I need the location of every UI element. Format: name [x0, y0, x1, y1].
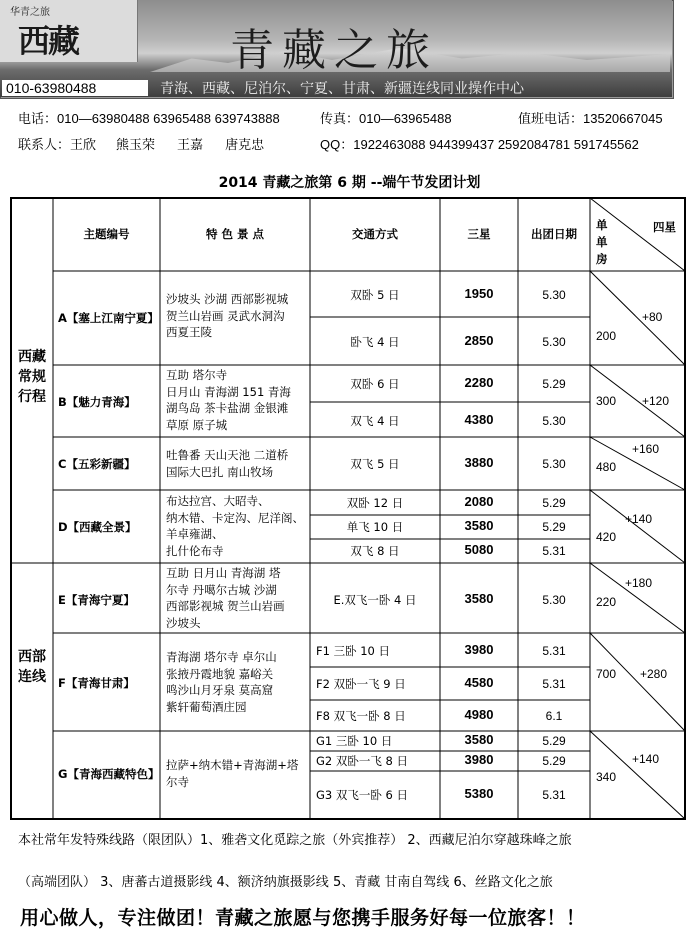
four-star-supplement: +140 [625, 512, 653, 526]
three-star-price: 1950 [464, 286, 494, 301]
transport: 双飞 5 日 [350, 457, 400, 471]
single-room-supplement: 480 [596, 460, 617, 474]
duty-number: 13520667045 [583, 111, 663, 126]
transport: F8 双飞一卧 8 日 [316, 709, 406, 723]
spot-line: 鸣沙山月牙泉 莫高窟 [166, 683, 274, 697]
three-star-price: 5080 [464, 542, 494, 557]
contacts-line [18, 137, 264, 153]
region-western-link: 西部连线 [18, 649, 46, 685]
spot-line: 扎什伦布寺 [166, 543, 224, 558]
note-line: （高端团队） 3、唐蕃古道摄影线 4、额济纳旗摄影线 5、青藏 甘南自驾线 6、丝路文化之旅 [18, 875, 553, 890]
single-room-supplement: 200 [596, 329, 617, 343]
route-spots [166, 447, 308, 480]
transport: G3 双飞一卧 6 日 [316, 788, 409, 802]
three-star-price: 3580 [464, 518, 494, 533]
spot-line: 草原 原子城 [166, 417, 228, 432]
phone-line [18, 111, 280, 127]
departure-date: 5.31 [542, 544, 566, 558]
route-code: F【青海甘肃】 [58, 676, 135, 690]
three-star-price: 2850 [464, 333, 494, 348]
contact-person: 熊玉荣 [116, 137, 156, 152]
qq-line [320, 137, 639, 153]
transport: 卧飞 4 日 [350, 335, 400, 349]
transport: 双飞 4 日 [350, 414, 400, 428]
transport: 双卧 12 日 [346, 496, 404, 510]
special-routes-note [18, 830, 686, 894]
departure-date: 5.29 [542, 377, 566, 391]
three-star-price: 2280 [464, 375, 494, 390]
three-star-price: 4980 [464, 707, 494, 722]
route-code: A【塞上江南宁夏】 [58, 311, 159, 325]
departure-date: 5.31 [542, 788, 566, 802]
plan-title: 2014 青藏之旅第 6 期 --端午节发团计划 [218, 175, 481, 191]
transport: F2 双卧一飞 9 日 [316, 677, 406, 691]
transport: 双卧 5 日 [350, 288, 400, 302]
hotline: 010-63980488 [2, 80, 148, 96]
route-code: D【西藏全景】 [58, 520, 137, 534]
contact-person: 唐克忠 [225, 137, 265, 152]
route-code: B【魅力青海】 [58, 395, 136, 409]
three-star-price: 5380 [464, 786, 494, 801]
spot-line: 沙坡头 沙湖 西部影视城 [166, 292, 289, 306]
phone-numbers: 010—63980488 63965488 639743888 [57, 111, 280, 126]
contact-person: 王欣 [70, 137, 97, 152]
transport: G1 三卧 10 日 [316, 734, 393, 748]
spot-line: 互助 日月山 青海湖 塔 [166, 566, 281, 580]
header-three-star: 三星 [467, 227, 491, 241]
spot-line: 西部影视城 贺兰山岩画 [166, 599, 285, 613]
departure-date: 5.30 [542, 335, 566, 349]
departure-date: 5.30 [542, 288, 566, 302]
logo [0, 0, 138, 62]
spot-line: 吐鲁番 天山天池 二道桥 [166, 448, 289, 462]
spot-line: 日月山 青海湖 151 青海 [166, 384, 291, 399]
departure-date: 5.30 [542, 414, 566, 428]
header-transport: 交通方式 [352, 227, 398, 241]
four-star-supplement: +160 [632, 442, 660, 456]
four-star-supplement: +280 [640, 667, 668, 681]
single-room-supplement: 300 [596, 394, 617, 408]
departure-date: 5.30 [542, 457, 566, 471]
spot-line: 国际大巴扎 南山牧场 [166, 464, 274, 479]
spot-line: 紫轩葡萄酒庄园 [166, 699, 247, 714]
transport: G2 双卧一飞 8 日 [316, 754, 409, 768]
four-star-supplement: +180 [625, 576, 653, 590]
header-single-room: 单单房 [596, 218, 608, 266]
route-code: C【五彩新疆】 [58, 457, 136, 471]
fax-line [320, 111, 452, 127]
header-banner [0, 0, 674, 99]
spot-line: 贺兰山岩画 灵武水洞沟 [166, 308, 285, 323]
fax-label: 传真： [320, 111, 360, 126]
header-code: 主题编号 [83, 227, 130, 241]
transport: F1 三卧 10 日 [316, 644, 391, 658]
brand-title: 青藏之旅 [230, 25, 438, 76]
spot-line: 纳木错、卡定沟、尼洋阁、 [166, 510, 304, 525]
departure-date: 6.1 [545, 709, 563, 723]
departure-date: 5.31 [542, 644, 566, 658]
contact-person: 王嘉 [177, 137, 204, 152]
departure-date: 5.31 [542, 677, 566, 691]
route-spots [166, 367, 308, 433]
phone-label: 电话： [18, 111, 58, 126]
brand-tagline: 青海、西藏、尼泊尔、宁夏、甘肃、新疆连线同业操作中心 [160, 81, 524, 97]
three-star-price: 2080 [464, 494, 494, 509]
route-spots [166, 493, 308, 559]
tour-table [10, 197, 686, 820]
spot-line: 尔寺 丹噶尔古城 沙湖 [166, 582, 277, 597]
single-room-supplement: 220 [596, 595, 617, 609]
spot-line: 互助 塔尔寺 [166, 368, 228, 382]
header-spots: 特 色 景 点 [205, 227, 264, 241]
single-room-supplement: 340 [596, 770, 617, 784]
spot-line: 尔寺 [166, 774, 189, 789]
single-room-supplement: 700 [596, 667, 617, 681]
single-room-supplement: 420 [596, 530, 617, 544]
route-spots [166, 291, 308, 341]
route-spots [166, 649, 308, 715]
three-star-price: 3580 [464, 591, 494, 606]
departure-date: 5.29 [542, 520, 566, 534]
three-star-price: 3980 [464, 752, 494, 767]
header-date: 出团日期 [531, 227, 577, 241]
departure-date: 5.29 [542, 496, 566, 510]
spot-line: 湖鸟岛 茶卡盐湖 金银滩 [166, 401, 289, 415]
note-line: 本社常年发特殊线路（限团队）1、雅砻文化觅踪之旅（外宾推荐） 2、西藏尼泊尔穿越珠峰之旅 [18, 833, 572, 848]
duty-label: 值班电话： [518, 111, 584, 126]
three-star-price: 3980 [464, 642, 494, 657]
header-four-star: 四星 [653, 220, 676, 234]
departure-date: 5.30 [542, 593, 566, 607]
four-star-supplement: +80 [642, 310, 663, 324]
logo-small-text: 华青之旅 [10, 7, 50, 18]
four-star-supplement: +120 [642, 394, 670, 408]
logo-mark: 西藏 [18, 22, 79, 60]
spot-line: 布达拉宫、大昭寺、 [166, 494, 270, 508]
spot-line: 拉萨+纳木错+青海湖+塔 [166, 758, 299, 772]
transport: 双飞 8 日 [350, 544, 400, 558]
qq-numbers: 1922463088 944399437 2592084781 591745562 [353, 137, 639, 152]
three-star-price: 4380 [464, 412, 494, 427]
spot-line: 沙坡头 [166, 615, 201, 630]
spot-line: 西夏王陵 [166, 325, 212, 339]
slogan: 用心做人，专注做团！青藏之旅愿与您携手服务好每一位旅客！！ [20, 907, 586, 929]
departure-date: 5.29 [542, 754, 566, 768]
route-code: G【青海西藏特色】 [58, 767, 160, 781]
spot-line: 张掖丹霞地貌 嘉峪关 [166, 666, 274, 681]
route-spots [166, 757, 308, 790]
route-code: E【青海宁夏】 [58, 593, 135, 607]
four-star-supplement: +140 [632, 752, 660, 766]
spot-line: 羊卓雍湖、 [166, 527, 224, 541]
fax-number: 010—63965488 [359, 111, 452, 126]
route-spots [166, 565, 308, 631]
duty-line [518, 111, 663, 127]
three-star-price: 3880 [464, 455, 494, 470]
spot-line: 青海湖 塔尔寺 卓尔山 [166, 650, 277, 664]
three-star-price: 3580 [464, 732, 494, 747]
region-tibet-regular: 西藏常规行程 [18, 349, 46, 405]
departure-date: 5.29 [542, 734, 566, 748]
transport: E.双飞一卧 4 日 [333, 593, 417, 607]
transport: 单飞 10 日 [346, 520, 404, 534]
qq-label: QQ： [320, 137, 354, 152]
contacts-label: 联系人： [18, 137, 71, 152]
three-star-price: 4580 [464, 675, 494, 690]
transport: 双卧 6 日 [350, 377, 400, 391]
